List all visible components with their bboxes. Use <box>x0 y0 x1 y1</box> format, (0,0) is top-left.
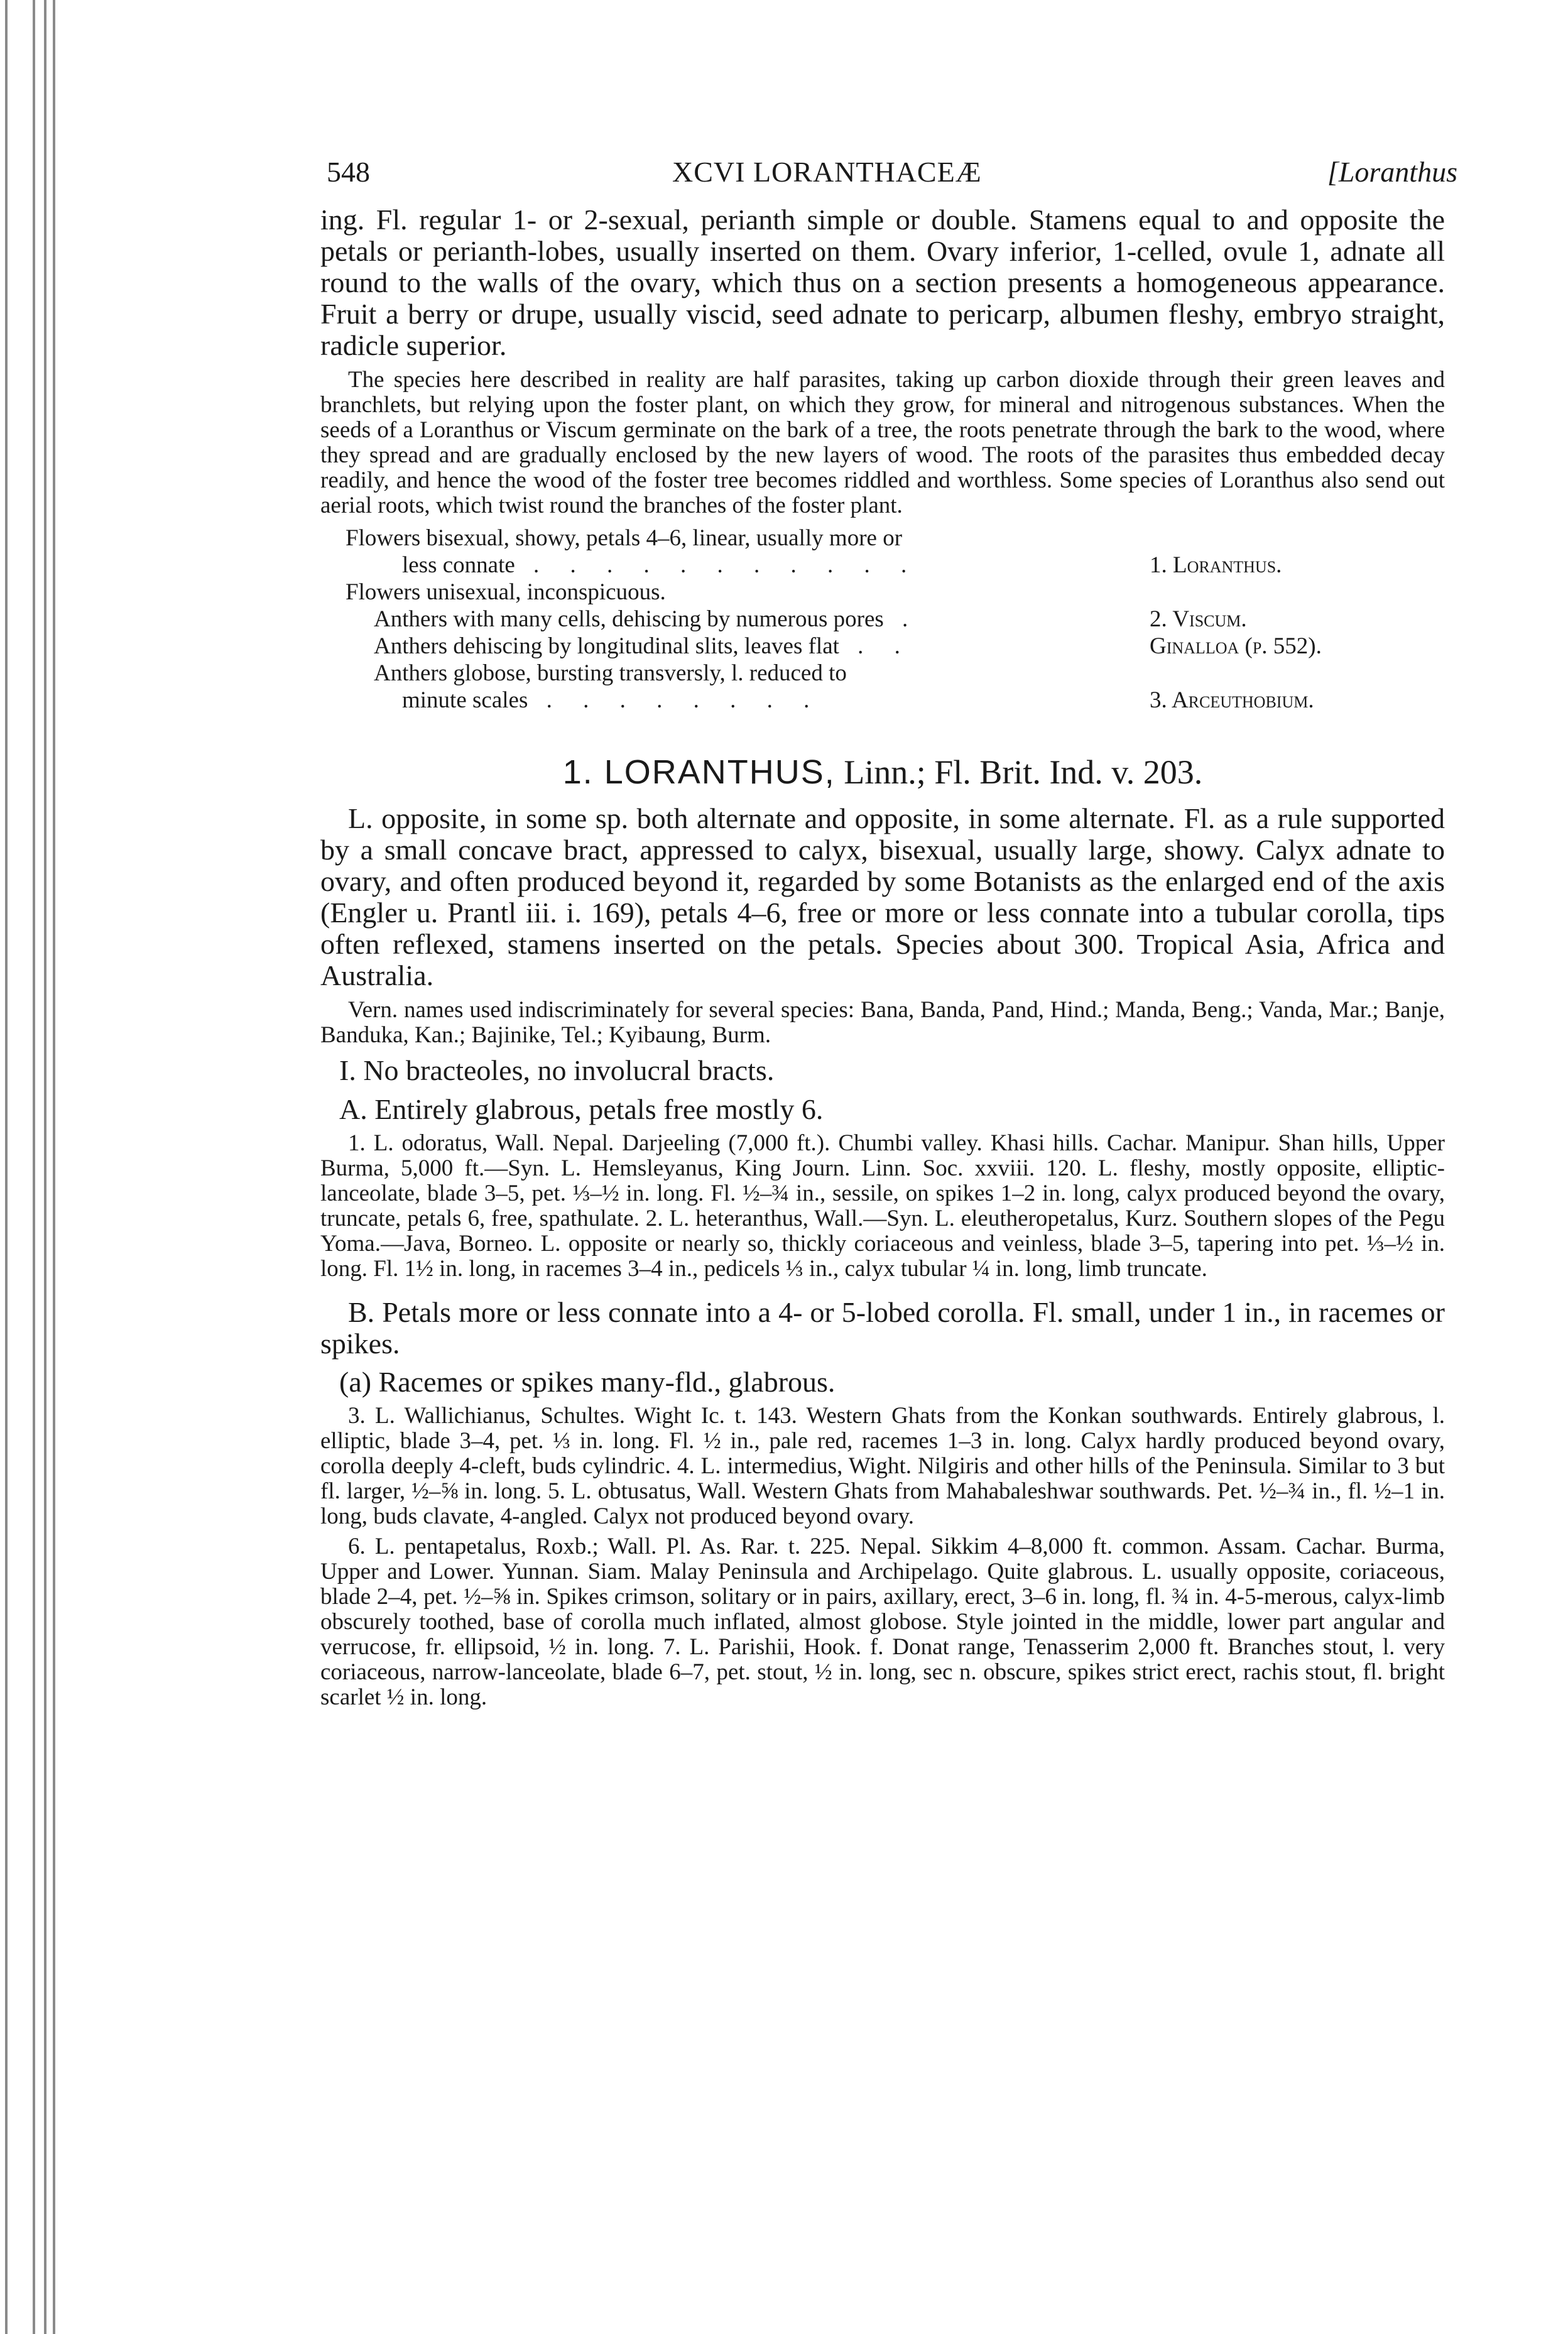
key-row: Anthers with many cells, dehiscing by numerous pores . 2. Viscum. <box>320 606 1445 633</box>
vernacular-names: Vern. names used indiscriminately for several species: Bana, Banda, Pand, Hind.; Manda, Beng.; Vanda, Mar.; Banje, Banduka, Kan.; Bajinike, Tel.; Kyibaung, Burm. <box>320 997 1445 1048</box>
family-title: XCVI LORANTHACEÆ <box>672 156 982 188</box>
key-row: Flowers bisexual, showy, petals 4–6, linear, usually more or <box>346 525 903 551</box>
page-number: 548 <box>327 156 370 188</box>
key-row: less connate . . . . . . . . . . . 1. Loranthus. <box>320 552 1445 579</box>
key-row: Anthers globose, bursting transversly, l. reduced to <box>374 660 847 686</box>
key-result: 1. Loranthus. <box>1150 552 1282 578</box>
key-result: 2. Viscum. <box>1150 606 1247 632</box>
division-heading: B. Petals more or less connate into a 4- or 5-lobed corolla. Fl. small, under 1 in., in racemes or spikes. <box>320 1296 1445 1360</box>
binding-line-1 <box>5 0 8 2334</box>
key-row: minute scales . . . . . . . . 3. Arceuthobium. <box>320 687 1445 714</box>
species-block: 6. L. pentapetalus, Roxb.; Wall. Pl. As. Rar. t. 225. Nepal. Sikkim 4–8,000 ft. common. Assam. Cachar. Burma, Upper and Lower. Yunnan. Siam. Malay Peninsula and Archipelago. Quite glabrous. L. usually opposite, coriaceous, blade 2–4, pet. ½–⅝ in. Spikes crimson, solitary or in pairs, axillary, erect, 3–6 in. long, fl. ¾ in. 4-5-merous, calyx-limb obscurely toothed, base of corolla much inflated, almost globose. Style jointed in the middle, lower part angular and verrucose, fr. ellipsoid, ½ in. long. 7. L. Parishii, Hook. f. Donat range, Tenasserim 2,000 ft. Branches stout, l. very coriaceous, narrow-lanceolate, blade 6–7, pet. stout, ½ in. long, sec n. obscure, spikes strict erect, rachis stout, fl. bright scarlet ½ in. long. <box>320 1534 1445 1710</box>
genus-running-head: [Loranthus <box>1327 156 1457 188</box>
key-row: Anthers dehiscing by longitudinal slits, leaves flat . . Ginalloa (p. 552). <box>320 633 1445 660</box>
key-result: 3. Arceuthobium. <box>1150 687 1314 713</box>
parasite-note: The species here described in reality are half parasites, taking up carbon dioxide through their green leaves and branchlets, but relying upon the foster plant, on which they grow, for mineral and nitrogenous substances. When the seeds of a Loranthus or Viscum germinate on the bark of a tree, the roots penetrate through the bark to the wood, where they spread and are gradually enclosed by the new layers of wood. The roots of the parasites thus embedded decay readily, and hence the wood of the foster tree becomes riddled and worthless. Some species of Loranthus also send out aerial roots, which twist round the branches of the foster plant. <box>320 367 1445 518</box>
binding-line-4 <box>53 0 55 2334</box>
species-block: 1. L. odoratus, Wall. Nepal. Darjeeling (7,000 ft.). Chumbi valley. Khasi hills. Cachar. Manipur. Shan hills, Upper Burma, 5,000 ft.—Syn. L. Hemsleyanus, King Journ. Linn. Soc. xxviii. 120. L. fleshy, mostly opposite, elliptic-lanceolate, blade 3–5, pet. ⅓–½ in. long. Fl. ½–¾ in., sessile, on spikes 1–2 in. long, calyx produced beyond the ovary, truncate, petals 6, free, spathulate. 2. L. heteranthus, Wall.—Syn. L. eleutheropetalus, Kurz. Southern slopes of the Pegu Yoma.—Java, Borneo. L. opposite or nearly so, thickly coriaceous and veinless, blade 3–5, tapering into pet. ⅓–½ in. long. Fl. 1½ in. long, in racemes 3–4 in., pedicels ⅓ in., calyx tubular ¼ in. long, limb truncate. <box>320 1130 1445 1282</box>
key-result: Ginalloa (p. 552). <box>1150 633 1322 659</box>
division-heading: I. No bracteoles, no involucral bracts. <box>339 1054 775 1086</box>
species-block: 3. L. Wallichianus, Schultes. Wight Ic. t. 143. Western Ghats from the Konkan southwards. Entirely glabrous, l. elliptic, blade 3–4, pet. ⅓ in. long. Fl. ½ in., pale red, racemes 1–3 in. long. Calyx hardly produced beyond ovary, corolla deeply 4-cleft, buds cylindric. 4. L. intermedius, Wight. Nilgiris and other hills of the Peninsula. Similar to 3 but fl. larger, ½–⅝ in. long. 5. L. obtusatus, Wall. Western Ghats from Mahabaleshwar southwards. Pet. ½–¾ in., fl. ½–1 in. long, buds clavate, 4-angled. Calyx not produced beyond ovary. <box>320 1403 1445 1529</box>
genus-name: 1. LORANTHUS, <box>562 753 836 791</box>
binding-line-2 <box>33 0 35 2334</box>
genus-key <box>320 525 1445 714</box>
division-heading: A. Entirely glabrous, petals free mostly 6. <box>339 1093 824 1125</box>
binding-line-3 <box>44 0 46 2334</box>
book-page <box>320 148 1457 1710</box>
running-header <box>320 148 1457 204</box>
key-row: Flowers unisexual, inconspicuous. <box>346 579 666 605</box>
family-description: ing. Fl. regular 1- or 2-sexual, perianth simple or double. Stamens equal to and opposite the petals or perianth-lobes, usually inserted on them. Ovary inferior, 1-celled, ovule 1, adnate all round to the walls of the ovary, which thus on a section presents a homogeneous appearance. Fruit a berry or drupe, usually viscid, seed adnate to pericarp, albumen fleshy, embryo straight, radicle superior. <box>320 204 1445 361</box>
genus-heading <box>320 753 1445 792</box>
genus-description: L. opposite, in some sp. both alternate and opposite, in some alternate. Fl. as a rule supported by a small concave bract, appressed to calyx, bisexual, usually large, showy. Calyx adnate to ovary, and often produced beyond it, regarded by some Botanists as the enlarged end of the axis (Engler u. Prantl iii. i. 169), petals 4–6, free or more or less connate into a tubular corolla, tips often reflexed, stamens inserted on the petals. Species about 300. Tropical Asia, Africa and Australia. <box>320 802 1445 991</box>
division-heading: (a) Racemes or spikes many-fld., glabrous. <box>339 1366 836 1398</box>
genus-citation: Linn.; Fl. Brit. Ind. v. 203. <box>844 753 1203 791</box>
